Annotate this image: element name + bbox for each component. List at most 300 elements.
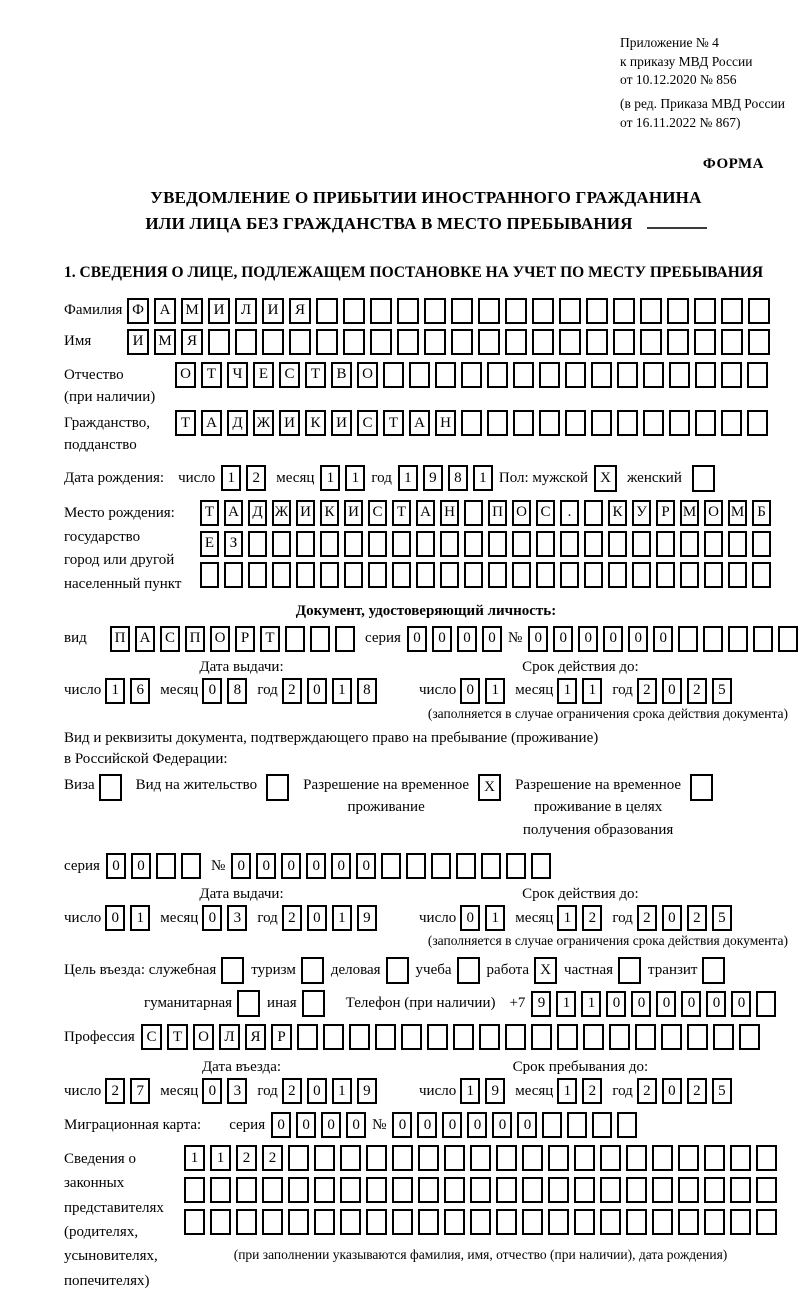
char-cell[interactable] (343, 329, 365, 355)
char-cell[interactable]: 5 (712, 678, 732, 704)
char-cell[interactable] (464, 531, 483, 557)
char-cell[interactable]: 0 (306, 853, 326, 879)
char-cell[interactable]: Л (219, 1024, 240, 1050)
char-cell[interactable] (643, 410, 664, 436)
char-cell[interactable] (323, 1024, 344, 1050)
char-cell[interactable]: . (560, 500, 579, 526)
char-cell[interactable] (392, 562, 411, 588)
char-cell[interactable] (748, 329, 770, 355)
char-cell[interactable] (272, 531, 291, 557)
char-cell[interactable]: 2 (582, 905, 602, 931)
char-cell[interactable]: 0 (517, 1112, 537, 1138)
char-cell[interactable]: 1 (130, 905, 150, 931)
char-cell[interactable] (370, 329, 392, 355)
char-cell[interactable]: 0 (331, 853, 351, 879)
char-cell[interactable] (288, 1209, 309, 1235)
char-cell[interactable]: А (409, 410, 430, 436)
char-cell[interactable] (704, 531, 723, 557)
char-cell[interactable] (375, 1024, 396, 1050)
char-cell[interactable] (236, 1209, 257, 1235)
char-cell[interactable]: 0 (321, 1112, 341, 1138)
char-cell[interactable]: 2 (282, 1078, 302, 1104)
char-cell[interactable]: 0 (467, 1112, 487, 1138)
char-cell[interactable]: О (175, 362, 196, 388)
char-cell[interactable] (366, 1209, 387, 1235)
char-cell[interactable] (496, 1177, 517, 1203)
char-cell[interactable] (401, 1024, 422, 1050)
char-cell[interactable]: Я (245, 1024, 266, 1050)
char-cell[interactable] (512, 562, 531, 588)
char-cell[interactable] (296, 562, 315, 588)
char-cell[interactable] (184, 1177, 205, 1203)
char-cell[interactable] (728, 562, 747, 588)
char-cell[interactable]: 0 (307, 905, 327, 931)
char-cell[interactable] (513, 410, 534, 436)
purpose-study-checkbox[interactable] (457, 957, 480, 984)
residence-permit-checkbox[interactable] (266, 774, 289, 801)
char-cell[interactable] (418, 1177, 439, 1203)
char-cell[interactable] (680, 531, 699, 557)
char-cell[interactable] (479, 1024, 500, 1050)
char-cell[interactable]: 8 (357, 678, 377, 704)
char-cell[interactable]: Ф (127, 298, 149, 324)
char-cell[interactable] (522, 1145, 543, 1171)
char-cell[interactable]: 1 (557, 1078, 577, 1104)
char-cell[interactable] (366, 1177, 387, 1203)
char-cell[interactable] (224, 562, 243, 588)
char-cell[interactable] (640, 329, 662, 355)
char-cell[interactable]: 3 (227, 1078, 247, 1104)
char-cell[interactable] (406, 853, 426, 879)
char-cell[interactable] (444, 1177, 465, 1203)
char-cell[interactable]: 0 (256, 853, 276, 879)
char-cell[interactable] (753, 626, 773, 652)
char-cell[interactable] (678, 1209, 699, 1235)
purpose-transit-checkbox[interactable] (702, 957, 725, 984)
char-cell[interactable] (536, 531, 555, 557)
purpose-other-checkbox[interactable] (302, 990, 325, 1017)
char-cell[interactable]: Т (383, 410, 404, 436)
char-cell[interactable] (522, 1177, 543, 1203)
char-cell[interactable] (730, 1177, 751, 1203)
purpose-tourism-checkbox[interactable] (301, 957, 324, 984)
char-cell[interactable] (210, 1177, 231, 1203)
char-cell[interactable]: К (305, 410, 326, 436)
char-cell[interactable] (652, 1209, 673, 1235)
char-cell[interactable] (310, 626, 330, 652)
char-cell[interactable] (730, 1209, 751, 1235)
temp-residence-edu-checkbox[interactable] (690, 774, 713, 801)
char-cell[interactable] (532, 329, 554, 355)
char-cell[interactable] (559, 329, 581, 355)
purpose-private-checkbox[interactable] (618, 957, 641, 984)
char-cell[interactable] (565, 362, 586, 388)
char-cell[interactable] (643, 362, 664, 388)
char-cell[interactable]: Т (201, 362, 222, 388)
char-cell[interactable]: 0 (662, 678, 682, 704)
char-cell[interactable]: И (127, 329, 149, 355)
char-cell[interactable]: И (344, 500, 363, 526)
char-cell[interactable] (626, 1145, 647, 1171)
char-cell[interactable] (632, 531, 651, 557)
char-cell[interactable]: 1 (332, 678, 352, 704)
char-cell[interactable]: О (357, 362, 378, 388)
char-cell[interactable]: 0 (457, 626, 477, 652)
char-cell[interactable]: 5 (712, 1078, 732, 1104)
char-cell[interactable]: 2 (282, 905, 302, 931)
char-cell[interactable] (488, 562, 507, 588)
char-cell[interactable] (397, 298, 419, 324)
char-cell[interactable]: С (279, 362, 300, 388)
char-cell[interactable] (531, 853, 551, 879)
char-cell[interactable]: Д (227, 410, 248, 436)
char-cell[interactable] (536, 562, 555, 588)
char-cell[interactable]: 1 (582, 678, 602, 704)
char-cell[interactable]: О (193, 1024, 214, 1050)
char-cell[interactable] (248, 531, 267, 557)
char-cell[interactable]: 5 (712, 905, 732, 931)
char-cell[interactable] (366, 1145, 387, 1171)
char-cell[interactable]: 2 (246, 465, 266, 491)
char-cell[interactable]: 0 (631, 991, 651, 1017)
char-cell[interactable] (513, 362, 534, 388)
char-cell[interactable]: 2 (105, 1078, 125, 1104)
char-cell[interactable]: Ж (253, 410, 274, 436)
char-cell[interactable] (461, 362, 482, 388)
char-cell[interactable]: Р (271, 1024, 292, 1050)
char-cell[interactable] (532, 298, 554, 324)
char-cell[interactable]: 0 (356, 853, 376, 879)
char-cell[interactable] (617, 362, 638, 388)
char-cell[interactable] (704, 562, 723, 588)
char-cell[interactable] (340, 1145, 361, 1171)
char-cell[interactable]: Б (752, 500, 771, 526)
char-cell[interactable] (678, 1177, 699, 1203)
char-cell[interactable]: С (536, 500, 555, 526)
char-cell[interactable] (669, 410, 690, 436)
char-cell[interactable] (695, 362, 716, 388)
char-cell[interactable]: 0 (307, 1078, 327, 1104)
char-cell[interactable] (456, 853, 476, 879)
char-cell[interactable] (478, 298, 500, 324)
char-cell[interactable] (418, 1209, 439, 1235)
char-cell[interactable]: 8 (227, 678, 247, 704)
char-cell[interactable] (288, 1177, 309, 1203)
char-cell[interactable] (418, 1145, 439, 1171)
char-cell[interactable] (262, 329, 284, 355)
char-cell[interactable]: Н (440, 500, 459, 526)
char-cell[interactable] (539, 410, 560, 436)
char-cell[interactable] (721, 410, 742, 436)
char-cell[interactable]: П (110, 626, 130, 652)
char-cell[interactable] (156, 853, 176, 879)
char-cell[interactable] (560, 562, 579, 588)
char-cell[interactable] (314, 1209, 335, 1235)
char-cell[interactable] (181, 853, 201, 879)
char-cell[interactable]: 0 (606, 991, 626, 1017)
char-cell[interactable]: А (154, 298, 176, 324)
char-cell[interactable]: Т (305, 362, 326, 388)
char-cell[interactable] (522, 1209, 543, 1235)
char-cell[interactable] (574, 1145, 595, 1171)
char-cell[interactable] (548, 1177, 569, 1203)
sex-male-checkbox[interactable]: X (594, 465, 617, 492)
char-cell[interactable] (416, 562, 435, 588)
char-cell[interactable] (285, 626, 305, 652)
char-cell[interactable] (496, 1209, 517, 1235)
char-cell[interactable] (613, 329, 635, 355)
char-cell[interactable]: Р (656, 500, 675, 526)
char-cell[interactable]: А (201, 410, 222, 436)
char-cell[interactable] (440, 562, 459, 588)
char-cell[interactable] (340, 1177, 361, 1203)
char-cell[interactable]: И (296, 500, 315, 526)
char-cell[interactable] (584, 562, 603, 588)
char-cell[interactable] (512, 531, 531, 557)
char-cell[interactable] (713, 1024, 734, 1050)
char-cell[interactable] (444, 1209, 465, 1235)
char-cell[interactable] (470, 1209, 491, 1235)
char-cell[interactable] (314, 1177, 335, 1203)
char-cell[interactable] (451, 329, 473, 355)
char-cell[interactable]: 0 (281, 853, 301, 879)
char-cell[interactable]: И (262, 298, 284, 324)
char-cell[interactable] (652, 1177, 673, 1203)
char-cell[interactable]: И (208, 298, 230, 324)
char-cell[interactable] (320, 562, 339, 588)
char-cell[interactable] (747, 362, 768, 388)
char-cell[interactable] (567, 1112, 587, 1138)
char-cell[interactable]: О (704, 500, 723, 526)
purpose-humanitarian-checkbox[interactable] (237, 990, 260, 1017)
char-cell[interactable] (340, 1209, 361, 1235)
purpose-business-checkbox[interactable] (386, 957, 409, 984)
purpose-work-checkbox[interactable]: X (534, 957, 557, 984)
char-cell[interactable]: 9 (357, 1078, 377, 1104)
char-cell[interactable] (586, 298, 608, 324)
char-cell[interactable]: С (357, 410, 378, 436)
char-cell[interactable] (565, 410, 586, 436)
char-cell[interactable]: 0 (231, 853, 251, 879)
char-cell[interactable] (560, 531, 579, 557)
char-cell[interactable] (687, 1024, 708, 1050)
char-cell[interactable] (505, 1024, 526, 1050)
char-cell[interactable] (592, 1112, 612, 1138)
char-cell[interactable] (464, 562, 483, 588)
char-cell[interactable]: 0 (681, 991, 701, 1017)
char-cell[interactable] (262, 1209, 283, 1235)
char-cell[interactable]: 0 (202, 1078, 222, 1104)
char-cell[interactable]: 0 (392, 1112, 412, 1138)
char-cell[interactable] (488, 531, 507, 557)
char-cell[interactable] (235, 329, 257, 355)
char-cell[interactable] (728, 626, 748, 652)
char-cell[interactable] (608, 531, 627, 557)
char-cell[interactable] (416, 531, 435, 557)
char-cell[interactable] (505, 298, 527, 324)
char-cell[interactable] (431, 853, 451, 879)
char-cell[interactable] (752, 531, 771, 557)
char-cell[interactable] (397, 329, 419, 355)
char-cell[interactable] (617, 1112, 637, 1138)
char-cell[interactable]: 0 (417, 1112, 437, 1138)
char-cell[interactable]: 0 (307, 678, 327, 704)
char-cell[interactable]: И (331, 410, 352, 436)
char-cell[interactable] (451, 298, 473, 324)
char-cell[interactable]: М (728, 500, 747, 526)
char-cell[interactable]: 1 (210, 1145, 231, 1171)
char-cell[interactable]: 2 (637, 1078, 657, 1104)
char-cell[interactable] (424, 298, 446, 324)
char-cell[interactable]: 1 (105, 678, 125, 704)
char-cell[interactable]: 1 (557, 678, 577, 704)
char-cell[interactable]: Р (235, 626, 255, 652)
char-cell[interactable] (444, 1145, 465, 1171)
char-cell[interactable] (409, 362, 430, 388)
char-cell[interactable] (583, 1024, 604, 1050)
char-cell[interactable]: 0 (460, 905, 480, 931)
char-cell[interactable] (680, 562, 699, 588)
char-cell[interactable] (335, 626, 355, 652)
char-cell[interactable] (778, 626, 798, 652)
char-cell[interactable] (496, 1145, 517, 1171)
sex-female-checkbox[interactable] (692, 465, 715, 492)
char-cell[interactable]: С (141, 1024, 162, 1050)
char-cell[interactable] (721, 329, 743, 355)
char-cell[interactable]: Т (392, 500, 411, 526)
char-cell[interactable]: 0 (131, 853, 151, 879)
char-cell[interactable]: 0 (460, 678, 480, 704)
char-cell[interactable]: К (608, 500, 627, 526)
char-cell[interactable]: 1 (485, 678, 505, 704)
char-cell[interactable] (635, 1024, 656, 1050)
char-cell[interactable]: 1 (332, 1078, 352, 1104)
char-cell[interactable] (435, 362, 456, 388)
char-cell[interactable]: Я (289, 298, 311, 324)
char-cell[interactable] (262, 1177, 283, 1203)
char-cell[interactable]: 9 (531, 991, 551, 1017)
char-cell[interactable] (344, 562, 363, 588)
char-cell[interactable] (678, 1145, 699, 1171)
char-cell[interactable]: 9 (357, 905, 377, 931)
char-cell[interactable]: 9 (423, 465, 443, 491)
char-cell[interactable] (600, 1145, 621, 1171)
char-cell[interactable]: Е (253, 362, 274, 388)
char-cell[interactable] (506, 853, 526, 879)
char-cell[interactable] (600, 1209, 621, 1235)
char-cell[interactable] (756, 1177, 777, 1203)
char-cell[interactable] (721, 298, 743, 324)
char-cell[interactable]: 2 (687, 905, 707, 931)
char-cell[interactable] (316, 298, 338, 324)
char-cell[interactable]: 2 (282, 678, 302, 704)
char-cell[interactable]: 0 (492, 1112, 512, 1138)
char-cell[interactable] (586, 329, 608, 355)
char-cell[interactable] (481, 853, 501, 879)
char-cell[interactable]: 1 (473, 465, 493, 491)
char-cell[interactable] (487, 362, 508, 388)
char-cell[interactable]: А (135, 626, 155, 652)
char-cell[interactable]: 1 (485, 905, 505, 931)
char-cell[interactable] (272, 562, 291, 588)
char-cell[interactable] (184, 1209, 205, 1235)
char-cell[interactable] (721, 362, 742, 388)
char-cell[interactable]: 0 (442, 1112, 462, 1138)
char-cell[interactable]: 8 (448, 465, 468, 491)
char-cell[interactable] (574, 1209, 595, 1235)
char-cell[interactable] (296, 531, 315, 557)
char-cell[interactable] (392, 1209, 413, 1235)
char-cell[interactable] (730, 1145, 751, 1171)
char-cell[interactable] (236, 1177, 257, 1203)
char-cell[interactable]: 0 (662, 1078, 682, 1104)
char-cell[interactable] (661, 1024, 682, 1050)
char-cell[interactable] (392, 1177, 413, 1203)
char-cell[interactable] (208, 329, 230, 355)
char-cell[interactable]: Т (175, 410, 196, 436)
char-cell[interactable] (210, 1209, 231, 1235)
char-cell[interactable]: 0 (202, 905, 222, 931)
char-cell[interactable]: Л (235, 298, 257, 324)
char-cell[interactable] (728, 531, 747, 557)
char-cell[interactable] (703, 626, 723, 652)
char-cell[interactable]: 0 (346, 1112, 366, 1138)
char-cell[interactable] (368, 531, 387, 557)
char-cell[interactable]: 2 (687, 678, 707, 704)
char-cell[interactable]: 1 (184, 1145, 205, 1171)
char-cell[interactable]: 1 (581, 991, 601, 1017)
char-cell[interactable]: 0 (653, 626, 673, 652)
char-cell[interactable] (652, 1145, 673, 1171)
char-cell[interactable]: О (210, 626, 230, 652)
char-cell[interactable]: Е (200, 531, 219, 557)
char-cell[interactable] (200, 562, 219, 588)
char-cell[interactable]: 1 (398, 465, 418, 491)
char-cell[interactable]: Т (260, 626, 280, 652)
char-cell[interactable]: 2 (637, 678, 657, 704)
char-cell[interactable]: 2 (582, 1078, 602, 1104)
char-cell[interactable] (600, 1177, 621, 1203)
char-cell[interactable] (584, 500, 603, 526)
char-cell[interactable] (349, 1024, 370, 1050)
char-cell[interactable] (557, 1024, 578, 1050)
char-cell[interactable] (542, 1112, 562, 1138)
char-cell[interactable]: 0 (578, 626, 598, 652)
char-cell[interactable] (656, 531, 675, 557)
char-cell[interactable]: 9 (485, 1078, 505, 1104)
char-cell[interactable]: М (181, 298, 203, 324)
char-cell[interactable]: 3 (227, 905, 247, 931)
char-cell[interactable] (531, 1024, 552, 1050)
char-cell[interactable]: 1 (557, 905, 577, 931)
temp-residence-checkbox[interactable]: X (478, 774, 501, 801)
char-cell[interactable] (747, 410, 768, 436)
char-cell[interactable]: С (160, 626, 180, 652)
char-cell[interactable]: Я (181, 329, 203, 355)
char-cell[interactable] (678, 626, 698, 652)
char-cell[interactable] (632, 562, 651, 588)
char-cell[interactable] (748, 298, 770, 324)
char-cell[interactable] (344, 531, 363, 557)
char-cell[interactable] (320, 531, 339, 557)
char-cell[interactable] (752, 562, 771, 588)
char-cell[interactable]: П (185, 626, 205, 652)
char-cell[interactable] (470, 1145, 491, 1171)
char-cell[interactable] (464, 500, 483, 526)
char-cell[interactable]: И (279, 410, 300, 436)
char-cell[interactable]: 2 (637, 905, 657, 931)
char-cell[interactable] (392, 531, 411, 557)
